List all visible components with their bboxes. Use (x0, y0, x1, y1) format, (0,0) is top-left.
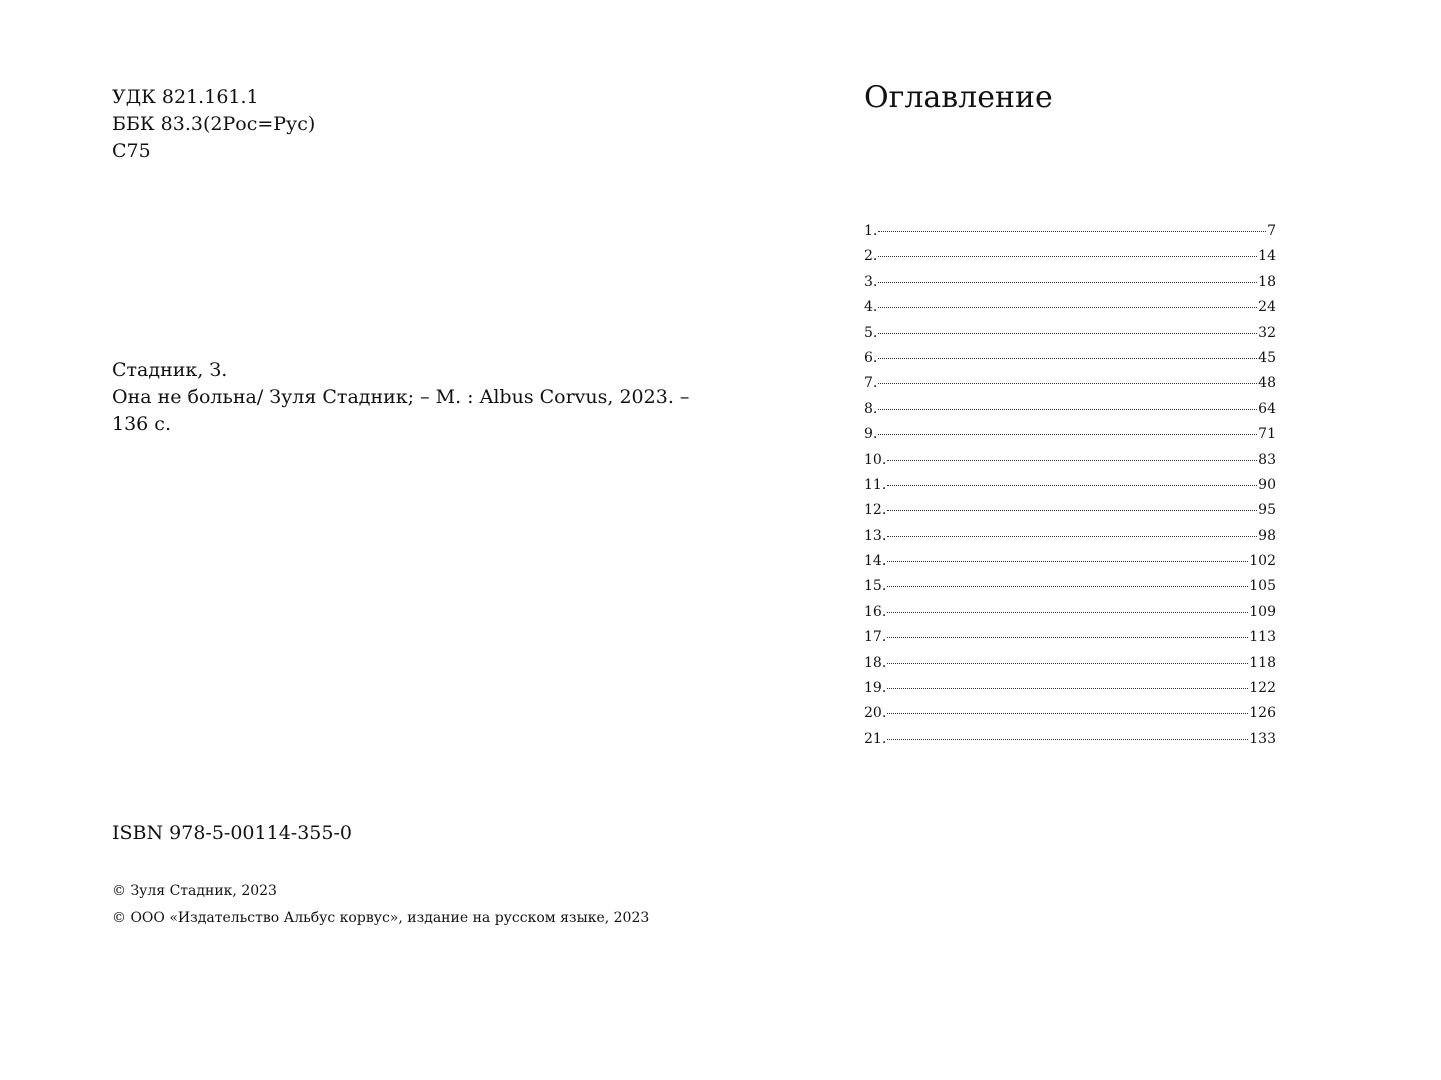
toc-chapter-number: 18. (864, 654, 887, 671)
bibliographic-record (112, 357, 690, 438)
toc-entry[interactable] (864, 600, 1276, 625)
toc-entry[interactable] (864, 549, 1276, 574)
toc-leader-dots (878, 383, 1257, 384)
toc-entry[interactable] (864, 244, 1276, 269)
copyright-publisher: © ООО «Издательство Альбус корвус», издание на русском языке, 2023 (112, 910, 650, 926)
toc-chapter-number: 7. (864, 375, 878, 392)
toc-leader-dots (878, 358, 1257, 359)
toc-entry[interactable] (864, 651, 1276, 676)
toc-leader-dots (887, 586, 1248, 587)
toc-leader-dots (878, 282, 1257, 283)
toc-page-number: 109 (1249, 603, 1276, 620)
toc-page-number: 24 (1258, 299, 1276, 316)
toc-leader-dots (878, 333, 1257, 334)
toc-chapter-number: 9. (864, 426, 878, 443)
udk-code: УДК 821.161.1 (112, 86, 259, 108)
toc-chapter-number: 14. (864, 553, 887, 570)
toc-page-number: 18 (1258, 273, 1276, 290)
toc-leader-dots (887, 561, 1248, 562)
toc-entry[interactable] (864, 397, 1276, 422)
toc-chapter-number: 17. (864, 629, 887, 646)
toc-leader-dots (887, 739, 1248, 740)
toc-leader-dots (887, 485, 1257, 486)
bbk-code: ББК 83.3(2Рос=Рус) (112, 113, 316, 135)
toc-page-number: 32 (1258, 324, 1276, 341)
classification-codes (112, 84, 672, 165)
toc-entry[interactable] (864, 676, 1276, 701)
toc-leader-dots (878, 409, 1257, 410)
table-of-contents (864, 219, 1276, 752)
toc-entry[interactable] (864, 727, 1276, 752)
toc-chapter-number: 11. (864, 476, 887, 493)
toc-page-number: 98 (1258, 527, 1276, 544)
toc-title: Оглавление (864, 80, 1053, 115)
toc-entry[interactable] (864, 371, 1276, 396)
toc-entry[interactable] (864, 574, 1276, 599)
toc-chapter-number: 8. (864, 400, 878, 417)
toc-page-number: 48 (1258, 375, 1276, 392)
toc-chapter-number: 6. (864, 349, 878, 366)
toc-leader-dots (878, 434, 1257, 435)
toc-entry[interactable] (864, 625, 1276, 650)
toc-leader-dots (887, 536, 1257, 537)
biblio-pages: 136 с. (112, 413, 171, 435)
toc-leader-dots (878, 256, 1257, 257)
toc-entry[interactable] (864, 701, 1276, 726)
toc-page-number: 102 (1249, 553, 1276, 570)
toc-leader-dots (887, 688, 1248, 689)
toc-page-number: 122 (1249, 680, 1276, 697)
left-page (112, 84, 672, 165)
toc-chapter-number: 4. (864, 299, 878, 316)
toc-chapter-number: 5. (864, 324, 878, 341)
biblio-author: Стадник, З. (112, 359, 228, 381)
toc-page-number: 118 (1249, 654, 1276, 671)
toc-chapter-number: 19. (864, 680, 887, 697)
toc-page-number: 71 (1258, 426, 1276, 443)
copyright-block (112, 878, 732, 932)
toc-entry[interactable] (864, 219, 1276, 244)
toc-leader-dots (878, 307, 1257, 308)
toc-page-number: 7 (1267, 223, 1276, 239)
toc-leader-dots (887, 713, 1248, 714)
toc-leader-dots (887, 637, 1248, 638)
toc-entry[interactable] (864, 295, 1276, 320)
author-sign: С75 (112, 140, 151, 162)
toc-page-number: 45 (1258, 349, 1276, 366)
toc-chapter-number: 12. (864, 502, 887, 519)
toc-page-number: 105 (1249, 578, 1276, 595)
toc-page-number: 126 (1249, 705, 1276, 722)
toc-chapter-number: 16. (864, 603, 887, 620)
toc-entry[interactable] (864, 473, 1276, 498)
toc-page-number: 95 (1258, 502, 1276, 519)
toc-page-number: 133 (1249, 730, 1276, 747)
toc-leader-dots (887, 612, 1248, 613)
toc-entry[interactable] (864, 448, 1276, 473)
toc-chapter-number: 21. (864, 730, 887, 747)
toc-entry[interactable] (864, 524, 1276, 549)
toc-chapter-number: 13. (864, 527, 887, 544)
toc-page-number: 83 (1258, 451, 1276, 468)
toc-entry[interactable] (864, 422, 1276, 447)
toc-leader-dots (887, 460, 1257, 461)
toc-leader-dots (878, 231, 1266, 232)
biblio-title: Она не больна/ Зуля Стадник; – М. : Albus Corvus, 2023. – (112, 386, 690, 408)
toc-page-number: 14 (1258, 248, 1276, 265)
toc-leader-dots (887, 663, 1248, 664)
toc-entry[interactable] (864, 346, 1276, 371)
toc-chapter-number: 15. (864, 578, 887, 595)
toc-entry[interactable] (864, 270, 1276, 295)
toc-leader-dots (887, 510, 1257, 511)
toc-chapter-number: 10. (864, 451, 887, 468)
toc-chapter-number: 1. (864, 223, 878, 239)
toc-chapter-number: 3. (864, 273, 878, 290)
toc-page-number: 113 (1249, 629, 1276, 646)
isbn: ISBN 978-5-00114-355-0 (112, 822, 352, 844)
toc-chapter-number: 2. (864, 248, 878, 265)
toc-entry[interactable] (864, 321, 1276, 346)
toc-page-number: 90 (1258, 476, 1276, 493)
toc-page-number: 64 (1258, 400, 1276, 417)
toc-entry[interactable] (864, 498, 1276, 523)
toc-chapter-number: 20. (864, 705, 887, 722)
copyright-author: © Зуля Стадник, 2023 (112, 883, 277, 899)
